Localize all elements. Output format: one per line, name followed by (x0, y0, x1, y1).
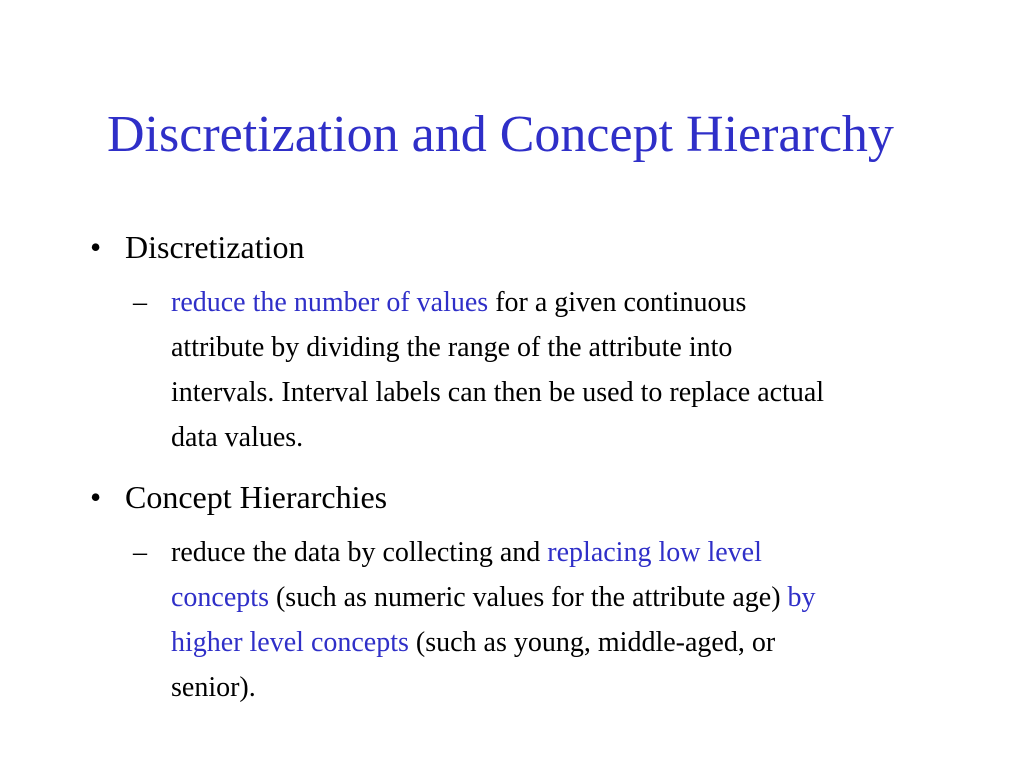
sub-line-1 (133, 530, 993, 575)
bullet-dot-icon: • (90, 479, 102, 515)
sub-line-2 (133, 575, 993, 620)
plain-text: (such as young, middle-aged, or (408, 627, 776, 658)
sub-line-2: attribute by dividing the range of the attribute into (171, 332, 733, 363)
highlight-text: concepts (171, 582, 269, 613)
highlight-text: reduce the number of values (171, 287, 489, 318)
dash-icon: – (133, 537, 147, 568)
highlight-text: by (787, 582, 816, 613)
bullet-heading: Discretization (125, 229, 305, 265)
bullet-concept-hierarchies (90, 477, 387, 517)
bullet-discretization (90, 227, 304, 267)
dash-icon: – (133, 287, 147, 318)
highlight-text: higher level concepts (171, 627, 409, 658)
sub-line-3: intervals. Interval labels can then be used to replace actual (171, 377, 825, 408)
plain-text: reduce the data by collecting and (171, 537, 548, 568)
sub-bullet-concept-hierarchies (133, 530, 993, 710)
sub-line-4: data values. (171, 422, 304, 453)
plain-text: (such as numeric values for the attribute age) (268, 582, 788, 613)
bullet-dot-icon: • (90, 229, 102, 265)
highlight-text: replacing low level (547, 537, 762, 568)
slide-title: Discretization and Concept Hierarchy (107, 106, 894, 163)
bullet-heading: Concept Hierarchies (125, 479, 388, 515)
sub-bullet-discretization (133, 280, 993, 460)
sub-line-3 (133, 620, 993, 665)
sub-line-4: senior). (171, 672, 256, 703)
sub-line-1 (133, 280, 993, 325)
plain-text: for a given continuous (488, 287, 747, 318)
